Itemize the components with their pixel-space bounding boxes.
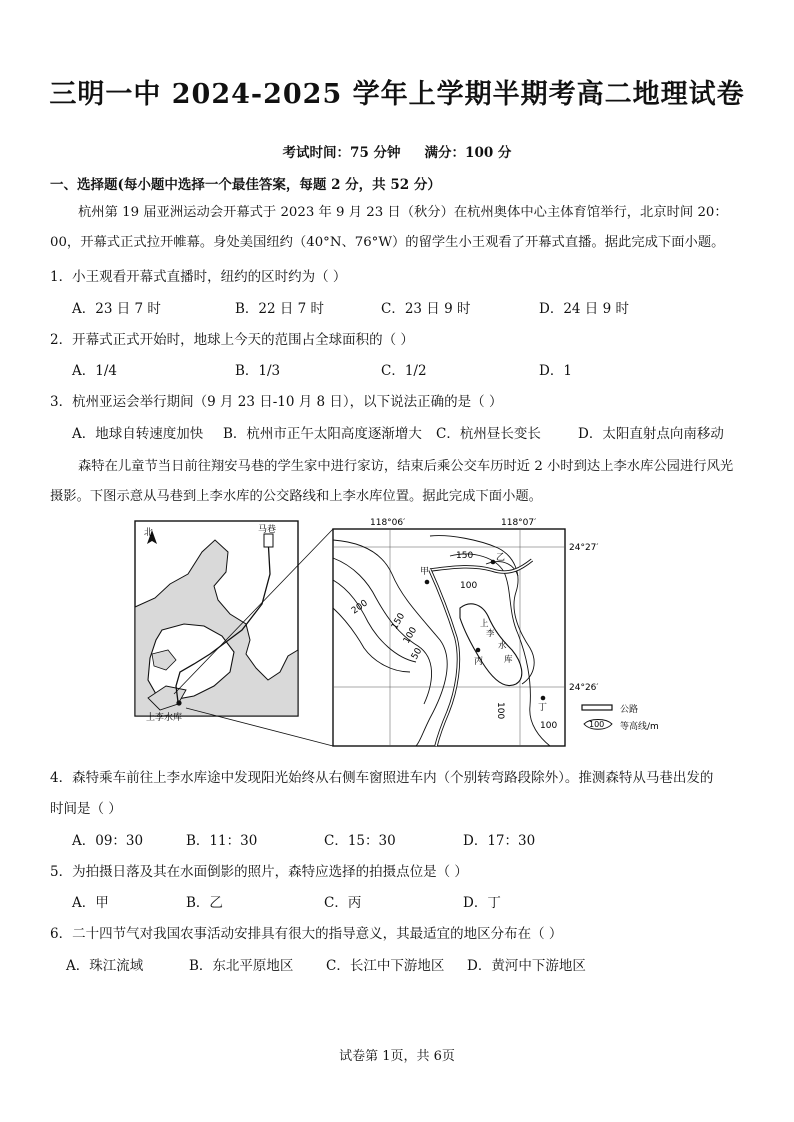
q3-option-a: A．地球自转速度加快 — [72, 426, 204, 442]
inset-map — [135, 521, 298, 723]
q2-option-a: A．1/4 — [72, 363, 117, 379]
exam-score: 满分：100 分 — [424, 145, 512, 161]
q5-option-b: B．乙 — [186, 895, 223, 911]
q6-option-d: D．黄河中下游地区 — [467, 958, 586, 974]
point-jia-label: 甲 — [420, 567, 430, 577]
contour-label-100-north: 100 — [460, 581, 478, 591]
q2-stem: 2．开幕式正式开始时，地球上今天的范围占全球面积的（ ） — [50, 332, 414, 348]
reservoir-label-4: 库 — [504, 655, 513, 665]
reservoir-label-3: 水 — [498, 641, 507, 651]
q2-option-b: B．1/3 — [235, 363, 281, 379]
lat-label-1: 24°27′ — [569, 543, 599, 553]
q2-option-d: D．1 — [539, 363, 572, 379]
legend-contour-label: 等高线/m — [620, 722, 659, 732]
q3-option-b: B．杭州市正午太阳高度逐渐增大 — [223, 426, 422, 442]
q4-option-d: D．17：30 — [463, 833, 536, 849]
q4-option-b: B．11：30 — [186, 833, 258, 849]
bus-route-map-figure — [130, 512, 670, 750]
legend-contour-value: 100 — [589, 720, 605, 729]
q5-option-a: A．甲 — [72, 895, 109, 911]
q3-option-d: D．太阳直射点向南移动 — [578, 426, 724, 442]
point-bing-marker — [476, 648, 481, 653]
lat-label-2: 24°26′ — [569, 683, 599, 693]
contour-label-100-east: 100 — [540, 721, 558, 731]
q4-stem-line1: 4．森特乘车前往上李水库途中发现阳光始终从右侧车窗照进车内（个别转弯路段除外）。推测森特从马巷出发的 — [50, 770, 714, 786]
exam-time: 考试时间：75 分钟 — [282, 145, 401, 161]
point-ding-label: 丁 — [538, 703, 548, 713]
contour-label-100-south: 100 — [495, 702, 505, 720]
point-ding-marker — [541, 696, 546, 701]
end-label: 上李水库 — [146, 713, 183, 723]
start-marker — [264, 534, 273, 547]
q4-stem-line2: 时间是（ ） — [50, 801, 122, 817]
point-jia-marker — [425, 580, 430, 585]
point-yi-marker — [491, 560, 496, 565]
detail-map — [333, 529, 565, 746]
start-label: 马巷 — [258, 525, 277, 535]
page-footer: 试卷第 1页，共 6页 — [339, 1049, 455, 1064]
q1-option-c: C．23 日 9 时 — [381, 301, 471, 317]
lon-label-2: 118°07′ — [501, 518, 537, 528]
contour-label-200: 200 — [349, 598, 370, 617]
lon-label-1: 118°06′ — [370, 518, 406, 528]
q5-option-c: C．丙 — [324, 895, 362, 911]
q4-option-c: C．15：30 — [324, 833, 396, 849]
end-marker — [176, 700, 181, 705]
q6-option-b: B．东北平原地区 — [189, 958, 294, 974]
q1-option-a: A．23 日 7 时 — [72, 301, 161, 317]
q6-option-a: A．珠江流域 — [66, 958, 144, 974]
q3-option-c: C．杭州昼长变长 — [436, 426, 541, 442]
passage-1: 杭州第 19 届亚洲运动会开幕式于 2023 年 9 月 23 日（秋分）在杭州奥体中心主体育馆举行，北京时间 20：00，开幕式正式拉开帷幕。身处美国纽约（40°N、76°W）的留学生小王观看了开幕式直播。据此完成下面小题。 — [50, 205, 728, 250]
q1-option-b: B．22 日 7 时 — [235, 301, 325, 317]
passage-2: 森特在儿童节当日前往翔安马巷的学生家中进行家访，结束后乘公交车历时近 2 小时到达上李水库公园进行风光摄影。下图示意从马巷到上李水库的公交路线和上李水库位置。据此完成下面小题。 — [50, 459, 734, 504]
contour-label-100-west: 100 — [401, 625, 420, 646]
q6-option-c: C．长江中下游地区 — [326, 958, 445, 974]
page-title: 三明一中 2024-2025 学年上学期半期考高二地理试卷 — [49, 79, 745, 110]
q3-stem: 3．杭州亚运会举行期间（9 月 23 日-10 月 8 日），以下说法正确的是（ ） — [50, 394, 503, 410]
point-bing-label: 丙 — [474, 657, 484, 667]
legend-road-symbol — [582, 705, 612, 710]
reservoir-label-2: 李 — [486, 629, 495, 639]
q4-option-a: A．09：30 — [72, 833, 144, 849]
north-label: 北 — [144, 528, 154, 538]
q2-option-c: C．1/2 — [381, 363, 427, 379]
legend-road-label: 公路 — [620, 705, 639, 715]
exam-meta — [0, 141, 794, 161]
q5-option-d: D．丁 — [463, 895, 501, 911]
q1-stem: 1．小王观看开幕式直播时，纽约的区时约为（ ） — [50, 269, 347, 285]
contour-label-150-north: 150 — [456, 551, 474, 561]
q6-stem: 6．二十四节气对我国农事活动安排具有很大的指导意义，其最适宜的地区分布在（ ） — [50, 926, 563, 942]
contour-label-50: 50 — [409, 646, 425, 662]
q1-option-d: D．24 日 9 时 — [539, 301, 629, 317]
section-heading: 一、选择题(每小题中选择一个最佳答案，每题 2 分，共 52 分） — [50, 177, 441, 193]
contour-label-150-west: 150 — [389, 611, 408, 632]
q5-stem: 5．为拍摄日落及其在水面倒影的照片，森特应选择的拍摄点位是（ ） — [50, 864, 468, 880]
reservoir-label-1: 上 — [480, 619, 489, 629]
point-yi-label: 乙 — [496, 553, 506, 563]
